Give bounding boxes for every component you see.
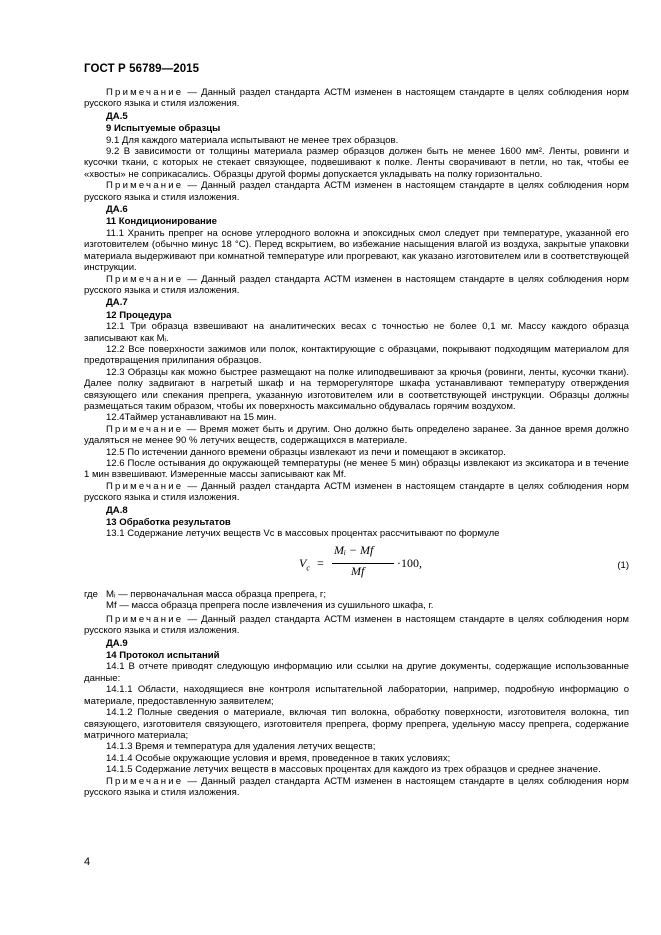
section-heading: 11 Кондиционирование — [106, 216, 217, 228]
standard-header: ГОСТ Р 56789—2015 — [84, 63, 200, 75]
section-label: ДА.9 — [106, 637, 128, 649]
paragraph: 11.1 Хранить препрег на основе углеродного волокна и эпоксидных смол следует при температуре, указанной его изготовителем (обычно минус 18 °С). Перед вскрытием, во избежание насыщения влагой из воздуха, закрытые упаковки материала выдерживают при комнатной температуре или прогревают, как указано изготовителем или в соответствующей инструкции. — [84, 227, 629, 274]
note-text: — Данный раздел стандарта АСТМ изменен в настоящем стандарте в целях соблюдения норм русского языка и стиля изложения. — [84, 87, 629, 110]
section-heading: 9 Испытуемые образцы — [106, 123, 221, 135]
note-text: — Данный раздел стандарта АСТМ изменен в настоящем стандарте в целях соблюдения норм русского языка и стиля изложения. — [84, 180, 629, 203]
paragraph: 9.2 В зависимости от толщины материала размер образцов должен быть не менее 1600 мм². Ленты, ровинги и кусочки ткани, с которых не стекает связующее, подвешивают к полке. Ленты сворачивают в петли, но так, чтобы ее «хвосты» не соприкасались. Образцы другой формы допускается укладывать на полку горизонтально. — [84, 146, 629, 180]
note-label: Примечание — [106, 87, 184, 98]
note-text: — Время может быть и другим. Оно должно быть определено заранее. За данное время должно удаляться не менее 90 % летучих веществ, содержащихся в материале. — [84, 423, 629, 447]
note — [84, 424, 629, 447]
where-label: где — [84, 588, 98, 600]
paragraph: 14.1.4 Особые окружающие условия и время, проведенное в таких условиях; — [106, 752, 451, 764]
note-label: Примечание — [106, 480, 184, 492]
note — [84, 481, 629, 504]
section-heading: 13 Обработка результатов — [106, 517, 231, 529]
section-label: ДА.8 — [106, 504, 128, 516]
note-label: Примечание — [106, 273, 184, 285]
definition-mi: Mᵢ — первоначальная масса образца препрега, г; — [106, 588, 327, 600]
note-label: Примечание — [106, 613, 184, 625]
equation-number: (1) — [617, 559, 629, 571]
paragraph: 14.1.2 Полные сведения о материале, включая тип волокна, обработку поверхности, изготовителя волокна, тип связующего, изготовителя связующего, изготовителя препрега, форму препрега, удельную массу препрега, содержание матричного материала; — [84, 707, 629, 741]
formula-numerator: Mᵢ − Mf — [334, 542, 374, 557]
section-label: ДА.5 — [106, 110, 128, 122]
note-label: Примечание — [106, 423, 184, 435]
section-heading: 12 Процедура — [106, 309, 172, 321]
formula-denominator: Mf — [351, 563, 365, 578]
paragraph: 12.5 По истечении данного времени образцы извлекают из печи и помещают в эксикатор. — [106, 446, 506, 458]
paragraph: 12.4Таймер устанавливают на 15 мин. — [106, 412, 277, 424]
note — [84, 274, 629, 297]
paragraph: 14.1.1 Области, находящиеся вне контроля испытательной лаборатории, например, подробную информацию о материале, предоставленную заявителем; — [84, 684, 629, 707]
definition-mf: Mf — масса образца препрега после извлечения из сушильного шкафа, г. — [106, 599, 434, 611]
document-body — [84, 87, 629, 798]
section-heading: 14 Протокол испытаний — [106, 650, 220, 662]
formula-block — [84, 543, 629, 587]
note-label: Примечание — [106, 775, 184, 787]
formula-lhs-symbol: V — [299, 555, 307, 570]
paragraph: 12.2 Все поверхности зажимов или полок, контактирующие с образцами, покрывают подходящим материалом для предотвращения прилипания образцов. — [84, 343, 629, 367]
note — [84, 614, 629, 637]
paragraph: 12.6 После остывания до окружающей температуры (не менее 5 мин) образцы извлекают из эксикатора и в течение 1 мин взвешивают. Измеренные массы записывают как Mf. — [84, 458, 629, 481]
note-label: Примечание — [106, 180, 184, 192]
note-text: — Данный раздел стандарта АСТМ изменен в настоящем стандарте в целях соблюдения норм русского языка и стиля изложения. — [84, 480, 629, 504]
note — [84, 87, 629, 110]
formula-multiplier: ·100, — [397, 555, 422, 570]
formula-lhs — [299, 555, 310, 574]
paragraph: 14.1.5 Содержание летучих веществ в массовых процентах для каждого из трех образцов и среднее значение. — [106, 764, 601, 776]
note — [84, 776, 629, 799]
section-label: ДА.7 — [106, 297, 128, 309]
paragraph: 12.3 Образцы как можно быстрее размещают на полке илиподвешивают за крючья (ровинги, ленты, кусочки ткани). Далее полку задвигают в нагретый шкаф и на терморегуляторе шкафа устанавливают температуру отверждения связующего или спекания препрега, указанную изготовителем или в соответствующей инструкции. Образцы должны размещаться таким образом, чтобы их поверхность максимально обдувалась горячим воздухом. — [84, 366, 629, 412]
paragraph: 12.1 Три образца взвешивают на аналитических весах с точностью не более 0,1 мг. Массу каждого образца записывают как Mᵢ. — [84, 321, 629, 344]
page-number: 4 — [84, 856, 91, 868]
section-label: ДА.6 — [106, 204, 128, 216]
note-text: — Данный раздел стандарта АСТМ изменен в настоящем стандарте в целях соблюдения норм русского языка и стиля изложения. — [84, 273, 629, 296]
paragraph: 14.1 В отчете приводят следующую информацию или ссылки на другие документы, содержащие использованные данные: — [84, 661, 629, 684]
paragraph: 14.1.3 Время и температура для удаления летучих веществ; — [106, 741, 376, 753]
note-text: — Данный раздел стандарта АСТМ изменен в настоящем стандарте в целях соблюдения норм русского языка и стиля изложения. — [84, 613, 629, 637]
paragraph: 13.1 Содержание летучих веществ Vc в массовых процентах рассчитывают по формуле — [106, 528, 500, 540]
variable-definitions — [84, 589, 629, 614]
note — [84, 180, 629, 203]
note-text: — Данный раздел стандарта АСТМ изменен в настоящем стандарте в целях соблюдения норм русского языка и стиля изложения. — [84, 775, 629, 798]
formula-equals: = — [317, 555, 324, 570]
paragraph: 9.1 Для каждого материала испытывают не менее трех образцов. — [106, 134, 399, 146]
formula-lhs-subscript: c — [306, 563, 310, 573]
